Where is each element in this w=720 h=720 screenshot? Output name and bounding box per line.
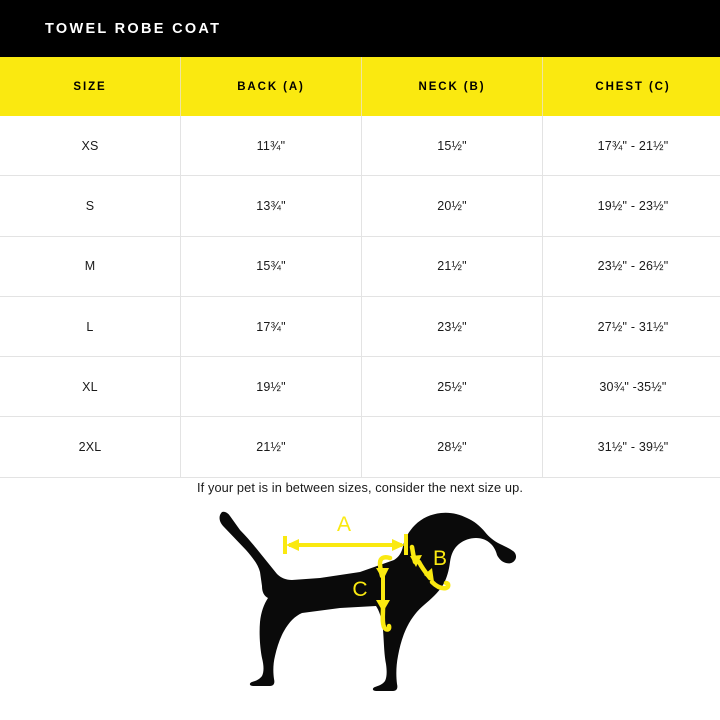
cell-neck: 25½" (362, 357, 543, 417)
table-body (0, 116, 720, 477)
column-header-back: BACK (A) (181, 57, 362, 116)
table-header-row (0, 57, 720, 116)
cell-neck: 15½" (362, 116, 543, 176)
measurement-arrow-back (285, 513, 406, 555)
table-row (0, 357, 720, 417)
back-arrow-head-left (286, 539, 299, 551)
cell-size: XL (0, 357, 181, 417)
measurement-diagram (0, 500, 720, 720)
table-row (0, 417, 720, 477)
cell-chest: 27½" - 31½" (543, 296, 720, 356)
cell-back: 21½" (181, 417, 362, 477)
column-header-size: SIZE (0, 57, 181, 116)
table-header (0, 57, 720, 116)
label-neck: B (432, 547, 448, 570)
cell-chest: 17¾" - 21½" (543, 116, 720, 176)
cell-neck: 20½" (362, 176, 543, 236)
dog-measurement-illustration (200, 500, 520, 715)
table-row (0, 296, 720, 356)
cell-back: 13¾" (181, 176, 362, 236)
label-chest: C (352, 578, 368, 601)
cell-back: 11¾" (181, 116, 362, 176)
column-header-chest: CHEST (C) (543, 57, 720, 116)
title-bar (0, 0, 720, 57)
table-row (0, 236, 720, 296)
cell-chest: 19½" - 23½" (543, 176, 720, 236)
cell-back: 15¾" (181, 236, 362, 296)
cell-chest: 30¾" -35½" (543, 357, 720, 417)
cell-back: 17¾" (181, 296, 362, 356)
cell-size: 2XL (0, 417, 181, 477)
cell-neck: 21½" (362, 236, 543, 296)
table-row (0, 176, 720, 236)
cell-chest: 23½" - 26½" (543, 236, 720, 296)
cell-size: XS (0, 116, 181, 176)
cell-size: L (0, 296, 181, 356)
cell-back: 19½" (181, 357, 362, 417)
cell-size: M (0, 236, 181, 296)
sizing-note: If your pet is in between sizes, consider the next size up. (197, 480, 523, 495)
column-header-neck: NECK (B) (362, 57, 543, 116)
cell-size: S (0, 176, 181, 236)
cell-chest: 31½" - 39½" (543, 417, 720, 477)
cell-neck: 28½" (362, 417, 543, 477)
size-chart-table (0, 57, 720, 478)
dog-silhouette-icon (220, 512, 517, 691)
label-back: A (336, 513, 352, 536)
table-row (0, 116, 720, 176)
cell-neck: 23½" (362, 296, 543, 356)
page-title: TOWEL ROBE COAT (45, 20, 222, 37)
